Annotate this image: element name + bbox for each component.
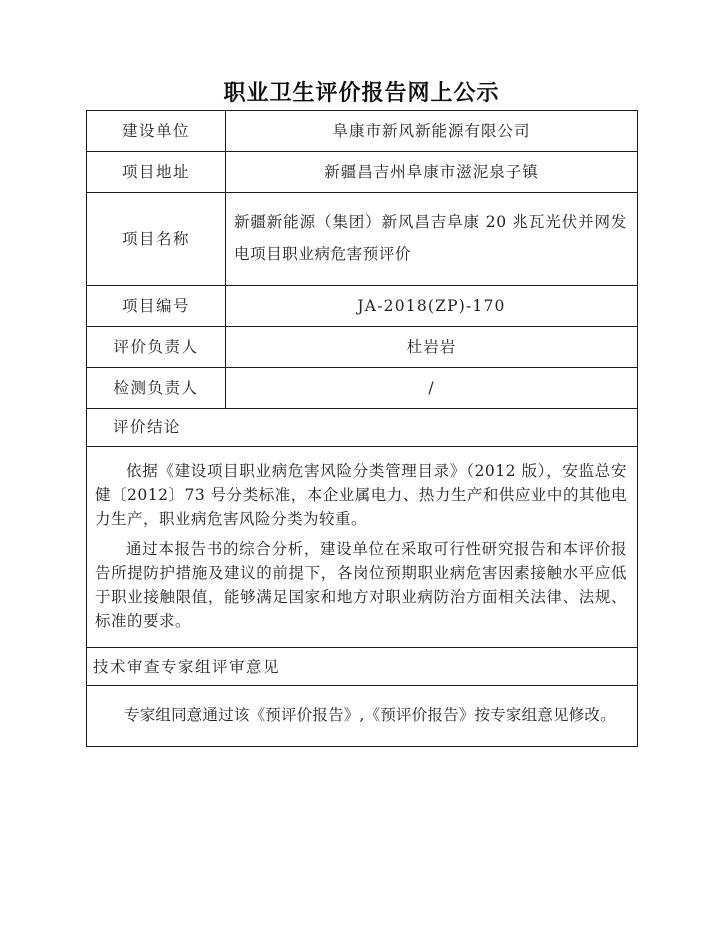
row-value-testing-lead: / xyxy=(226,368,638,409)
table-row xyxy=(87,447,638,648)
table-row xyxy=(87,111,638,152)
table-row xyxy=(87,327,638,368)
table-row xyxy=(87,193,638,286)
row-label-construction-unit: 建设单位 xyxy=(87,111,226,152)
conclusion-paragraph-1: 依据《建设项目职业病危害风险分类管理目录》（2012 版），安监总安健〔2012〕73 号分类标准，本企业属电力、热力生产和供应业中的其他电力生产，职业病危害风险分类为较重。 xyxy=(95,462,627,529)
row-value-project-number: JA-2018(ZP)-170 xyxy=(226,286,638,327)
table-row xyxy=(87,368,638,409)
table-row xyxy=(87,286,638,327)
expert-review-body xyxy=(87,686,638,747)
row-label-project-address: 项目地址 xyxy=(87,152,226,193)
conclusion-body xyxy=(87,447,638,648)
row-value-project-address: 新疆昌吉州阜康市滋泥泉子镇 xyxy=(226,152,638,193)
row-value-project-name: 新疆新能源（集团）新风昌吉阜康 20 兆瓦光伏并网发电项目职业病危害预评价 xyxy=(226,193,638,286)
expert-review-heading: 技术审查专家组评审意见 xyxy=(87,648,638,686)
row-label-project-name: 项目名称 xyxy=(87,193,226,286)
conclusion-paragraph-2: 通过本报告书的综合分析，建设单位在采取可行性研究报告和本评价报告所提防护措施及建议的前提下，各岗位预期职业病危害因素接触水平应低于职业接触限值，能够满足国家和地方对职业病防治方面相关法律、法规、标准的要求。 xyxy=(95,540,627,631)
table-row xyxy=(87,152,638,193)
disclosure-table xyxy=(86,110,638,747)
expert-review-text: 专家组同意通过该《预评价报告》,《预评价报告》按专家组意见修改。 xyxy=(124,706,616,725)
page-title: 职业卫生评价报告网上公示 xyxy=(223,80,500,106)
row-label-evaluation-lead: 评价负责人 xyxy=(87,327,226,368)
row-value-construction-unit: 阜康市新风新能源有限公司 xyxy=(226,111,638,152)
row-value-evaluation-lead: 杜岩岩 xyxy=(226,327,638,368)
table-row xyxy=(87,648,638,686)
table-row xyxy=(87,409,638,447)
conclusion-heading: 评价结论 xyxy=(87,409,638,447)
row-label-testing-lead: 检测负责人 xyxy=(87,368,226,409)
table-row xyxy=(87,686,638,747)
row-label-project-number: 项目编号 xyxy=(87,286,226,327)
